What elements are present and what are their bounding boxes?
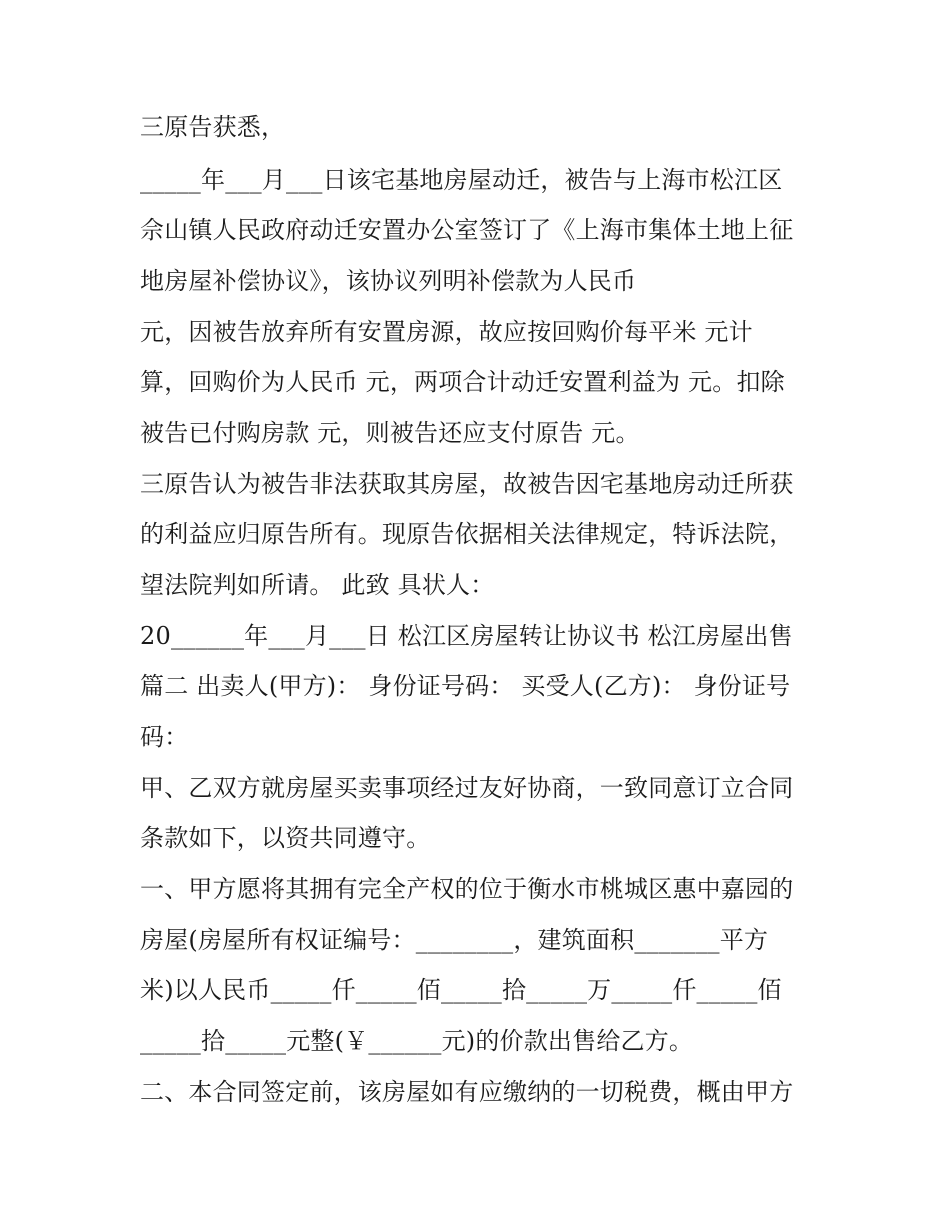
text-line: 的利益应归原告所有。现原告依据相关法律规定，特诉法院， xyxy=(140,520,794,548)
text-line: 三原告认为被告非法获取其房屋，故被告因宅基地房动迁所获 xyxy=(140,470,794,498)
text-line: _____拾_____元整(￥______元)的价款出售给乙方。 xyxy=(140,1027,694,1055)
text-line: 米)以人民币_____仟_____佰_____拾_____万_____仟_____佰 xyxy=(140,976,782,1004)
text-line: _____年___月___日该宅基地房屋动迁，被告与上海市松江区 xyxy=(140,166,783,194)
text-line: 望法院判如所请。 此致 具状人： xyxy=(140,571,495,599)
text-line: 佘山镇人民政府动迁安置办公室签订了《上海市集体土地上征 xyxy=(140,216,794,244)
text-line: 甲、乙双方就房屋买卖事项经过友好协商，一致同意订立合同 xyxy=(140,774,794,802)
text-line: 20______年___月___日 松江区房屋转让协议书 松江房屋出售 xyxy=(140,622,793,650)
text-line: 地房屋补偿协议》，该协议列明补偿款为人民币 xyxy=(140,267,637,295)
text-line: 一、甲方愿将其拥有完全产权的位于衡水市桃城区惠中嘉园的 xyxy=(140,875,794,903)
text-line: 二、本合同签定前，该房屋如有应缴纳的一切税费，概由甲方 xyxy=(140,1078,794,1106)
text-line: 房屋(房屋所有权证编号：________，建筑面积_______平方 xyxy=(140,926,769,954)
text-line: 算，回购价为人民币 元，两项合计动迁安置利益为 元。扣除 xyxy=(140,368,785,396)
text-line: 条款如下，以资共同遵守。 xyxy=(140,824,431,852)
text-line: 篇二 出卖人(甲方)： 身份证号码： 买受人(乙方)： 身份证号 xyxy=(140,672,791,700)
text-line: 被告已付购房款 元，则被告还应支付原告 元。 xyxy=(140,419,640,447)
text-line: 元，因被告放弃所有安置房源，故应按回购价每平米 元计 xyxy=(140,318,753,346)
text-line: 三原告获悉， xyxy=(140,113,286,141)
text-line: 码： xyxy=(140,723,189,751)
